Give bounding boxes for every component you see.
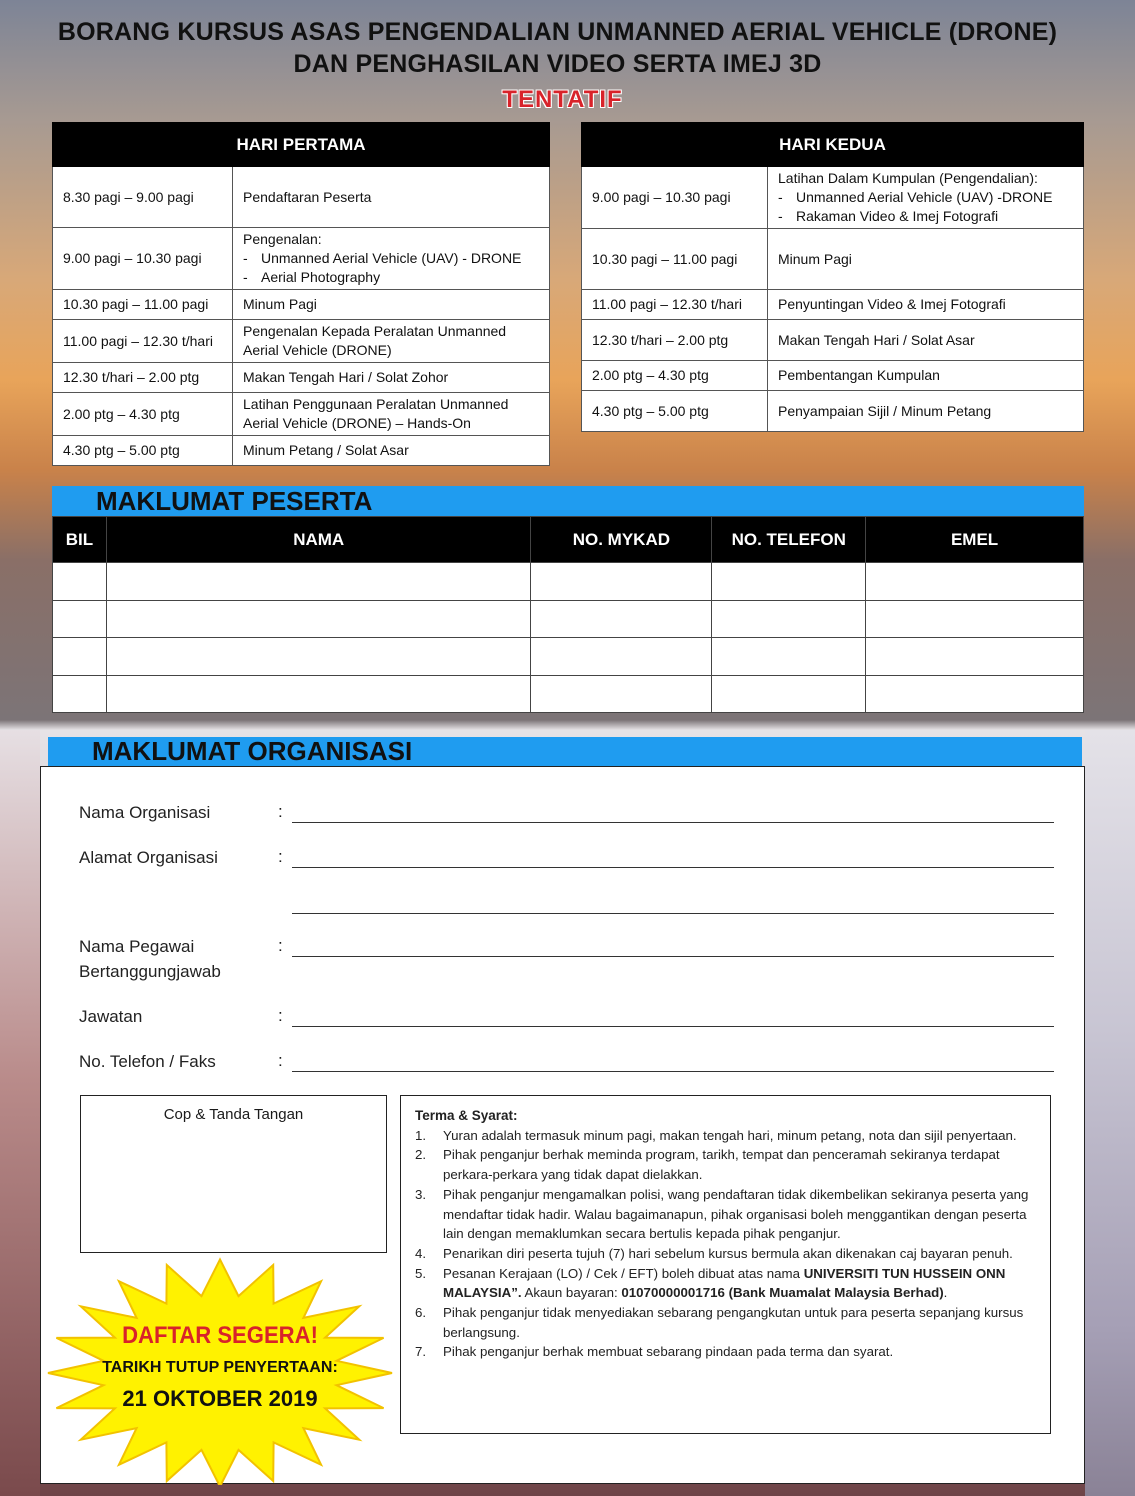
schedule-time: 4.30 ptg – 5.00 ptg <box>53 436 233 466</box>
peserta-cell[interactable] <box>106 600 531 638</box>
form-title-line1: BORANG KURSUS ASAS PENGENDALIAN UNMANNED AERIAL VEHICLE (DRONE) <box>57 18 1058 46</box>
cop-tandatangan-box[interactable] <box>80 1095 387 1253</box>
jawatan-label: Jawatan <box>79 1007 143 1026</box>
peserta-row <box>53 563 1084 601</box>
schedule-activity <box>768 391 1084 432</box>
activity-text: Pendaftaran Peserta <box>243 188 372 205</box>
activity-text: Pengenalan: <box>243 231 322 247</box>
term-item: 1. Yuran adalah termasuk minum pagi, makan tengah hari, minum petang, nota dan sijil penyertaan. <box>415 1127 1017 1143</box>
schedule-activity <box>233 290 550 320</box>
nama-pegawai-label-line2: Bertanggungjawab <box>79 962 221 981</box>
activity-text: Makan Tengah Hari / Solat Asar <box>778 331 975 348</box>
schedule-row <box>53 228 550 290</box>
schedule-day1-table <box>52 122 550 466</box>
schedule-row <box>53 363 550 393</box>
activity-subitem: - Aerial Photography <box>243 269 381 285</box>
peserta-cell[interactable] <box>866 563 1084 601</box>
schedule-time: 12.30 t/hari – 2.00 ptg <box>53 363 233 393</box>
schedule-activity <box>233 363 550 393</box>
schedule-activity <box>768 290 1084 320</box>
terma-syarat-list <box>415 1126 1036 1362</box>
activity-subitem: - Unmanned Aerial Vehicle (UAV) - DRONE <box>243 250 522 266</box>
nama-pegawai-field[interactable] <box>292 956 1054 957</box>
schedule-day2-table <box>581 122 1084 432</box>
peserta-row <box>53 600 1084 638</box>
nama-organisasi-field[interactable] <box>292 822 1054 823</box>
peserta-column-header: EMEL <box>866 517 1084 563</box>
peserta-table <box>52 516 1084 713</box>
colon: : <box>278 802 283 821</box>
telefon-faks-field[interactable] <box>292 1071 1054 1072</box>
term-item: 4. Penarikan diri peserta tujuh (7) hari sebelum kursus bermula akan dikenakan caj bayaran penuh. <box>415 1245 1013 1261</box>
peserta-cell[interactable] <box>712 638 866 676</box>
peserta-cell[interactable] <box>106 563 531 601</box>
peserta-cell[interactable] <box>866 638 1084 676</box>
peserta-cell[interactable] <box>531 675 712 713</box>
cop-tandatangan-label: Cop & Tanda Tangan <box>163 1106 304 1123</box>
schedule-activity <box>768 229 1084 290</box>
day2-heading: HARI KEDUA <box>582 123 1084 167</box>
schedule-activity <box>233 320 550 363</box>
peserta-section-title: MAKLUMAT PESERTA <box>96 486 373 516</box>
schedule-time: 2.00 ptg – 4.30 ptg <box>53 393 233 436</box>
schedule-time: 10.30 pagi – 11.00 pagi <box>582 229 768 290</box>
activity-text: Minum Pagi <box>243 296 317 312</box>
activity-text: Penyampaian Sijil / Minum Petang <box>778 402 992 419</box>
peserta-column-header: BIL <box>53 517 107 563</box>
activity-text: Latihan Dalam Kumpulan (Pengendalian): <box>778 170 1038 186</box>
schedule-time: 4.30 ptg – 5.00 ptg <box>582 391 768 432</box>
tarikh-tutup-label: TARIKH TUTUP PENYERTAAN: <box>102 1359 338 1376</box>
peserta-row <box>53 675 1084 713</box>
schedule-row <box>53 320 550 363</box>
peserta-cell[interactable] <box>53 675 107 713</box>
term-item: 5. Pesanan Kerajaan (LO) / Cek / EFT) boleh dibuat atas nama UNIVERSITI TUN HUSSEIN ONN MALAYSIA”. Akaun bayaran: 01070000001716 (Bank Muamalat Malaysia Berhad). <box>415 1265 1006 1301</box>
jawatan-field[interactable] <box>292 1026 1054 1027</box>
peserta-row <box>53 638 1084 676</box>
schedule-row <box>53 393 550 436</box>
schedule-activity <box>233 228 550 290</box>
schedule-activity <box>768 361 1084 391</box>
schedule-activity <box>233 393 550 436</box>
peserta-cell[interactable] <box>106 675 531 713</box>
schedule-time: 9.00 pagi – 10.30 pagi <box>582 167 768 229</box>
alamat-organisasi-field-line1[interactable] <box>292 867 1054 868</box>
schedule-row <box>582 391 1084 432</box>
schedule-activity <box>233 167 550 228</box>
peserta-cell[interactable] <box>712 600 866 638</box>
background-photo-left <box>0 730 40 1496</box>
schedule-time: 10.30 pagi – 11.00 pagi <box>53 290 233 320</box>
schedule-row <box>53 290 550 320</box>
activity-text: Minum Pagi <box>778 250 852 267</box>
schedule-row <box>582 229 1084 290</box>
peserta-cell[interactable] <box>53 638 107 676</box>
schedule-row <box>53 436 550 466</box>
peserta-cell[interactable] <box>106 638 531 676</box>
activity-text: Pengenalan Kepada Peralatan Unmanned Aerial Vehicle (DRONE) <box>243 323 507 358</box>
peserta-cell[interactable] <box>53 563 107 601</box>
activity-text: Minum Petang / Solat Asar <box>243 442 409 458</box>
peserta-cell[interactable] <box>866 600 1084 638</box>
alamat-organisasi-label: Alamat Organisasi <box>79 848 218 867</box>
colon: : <box>278 1051 283 1070</box>
daftar-segera-text: DAFTAR SEGERA! <box>122 1322 318 1349</box>
schedule-time: 9.00 pagi – 10.30 pagi <box>53 228 233 290</box>
peserta-cell[interactable] <box>531 638 712 676</box>
peserta-column-header: NO. MYKAD <box>531 517 712 563</box>
activity-text: Pembentangan Kumpulan <box>778 367 940 383</box>
peserta-cell[interactable] <box>712 675 866 713</box>
schedule-activity <box>233 436 550 466</box>
nama-pegawai-label: Nama Pegawai <box>79 937 195 956</box>
schedule-activity <box>768 167 1084 229</box>
schedule-row <box>582 361 1084 391</box>
day1-heading: HARI PERTAMA <box>53 123 550 167</box>
form-title-line2: DAN PENGHASILAN VIDEO SERTA IMEJ 3D <box>293 50 822 78</box>
activity-text: Penyuntingan Video & Imej Fotografi <box>778 296 1006 312</box>
schedule-row <box>582 320 1084 361</box>
peserta-cell[interactable] <box>712 563 866 601</box>
activity-subitem: - Unmanned Aerial Vehicle (UAV) -DRONE <box>778 189 1053 205</box>
peserta-column-header: NO. TELEFON <box>712 517 866 563</box>
schedule-time: 12.30 t/hari – 2.00 ptg <box>582 320 768 361</box>
peserta-cell[interactable] <box>531 563 712 601</box>
peserta-cell[interactable] <box>866 675 1084 713</box>
activity-subitem: - Rakaman Video & Imej Fotografi <box>778 208 999 224</box>
organisasi-section-title: MAKLUMAT ORGANISASI <box>92 736 413 766</box>
schedule-time: 8.30 pagi – 9.00 pagi <box>53 167 233 228</box>
colon: : <box>278 936 283 955</box>
alamat-organisasi-field-line2[interactable] <box>292 913 1054 914</box>
peserta-cell[interactable] <box>531 600 712 638</box>
terma-syarat-heading: Terma & Syarat: <box>415 1108 518 1123</box>
schedule-row <box>582 290 1084 320</box>
terma-syarat-box <box>400 1095 1051 1434</box>
peserta-cell[interactable] <box>53 600 107 638</box>
colon: : <box>278 847 283 866</box>
tentatif-heading: TENTATIF <box>502 86 623 113</box>
term-item: 2. Pihak penganjur berhak meminda program, tarikh, tempat dan penceramah sekiranya terdapat perkara-perkara yang tidak dapat dielakkan. <box>415 1147 1000 1183</box>
schedule-time: 11.00 pagi – 12.30 t/hari <box>582 290 768 320</box>
term-item: 7. Pihak penganjur berhak membuat sebarang pindaan pada terma dan syarat. <box>415 1344 894 1360</box>
activity-text: Makan Tengah Hari / Solat Zohor <box>243 369 449 385</box>
activity-text: Latihan Penggunaan Peralatan Unmanned Aerial Vehicle (DRONE) – Hands-On <box>243 396 509 431</box>
schedule-row <box>582 167 1084 229</box>
nama-organisasi-label: Nama Organisasi <box>79 803 211 822</box>
telefon-faks-label: No. Telefon / Faks <box>79 1052 216 1071</box>
schedule-time: 11.00 pagi – 12.30 t/hari <box>53 320 233 363</box>
term-item: 6. Pihak penganjur tidak menyediakan sebarang pengangkutan untuk para peserta sepanjang kursus berlangsung. <box>415 1305 1024 1340</box>
colon: : <box>278 1006 283 1025</box>
background-photo-right <box>1085 730 1135 1496</box>
schedule-row <box>53 167 550 228</box>
term-item: 3. Pihak penganjur mengamalkan polisi, wang pendaftaran tidak dikembelikan sekiranya peserta yang mendaftar tidak hadir. Walau bagaimanapun, pihak organisasi boleh menggantikan dengan peserta lain dengan memaklumkan secara bertulis kepada pihak penganjur. <box>415 1186 1029 1242</box>
schedule-activity <box>768 320 1084 361</box>
peserta-column-header: NAMA <box>106 517 531 563</box>
schedule-time: 2.00 ptg – 4.30 ptg <box>582 361 768 391</box>
tarikh-tutup-date: 21 OKTOBER 2019 <box>122 1386 318 1411</box>
